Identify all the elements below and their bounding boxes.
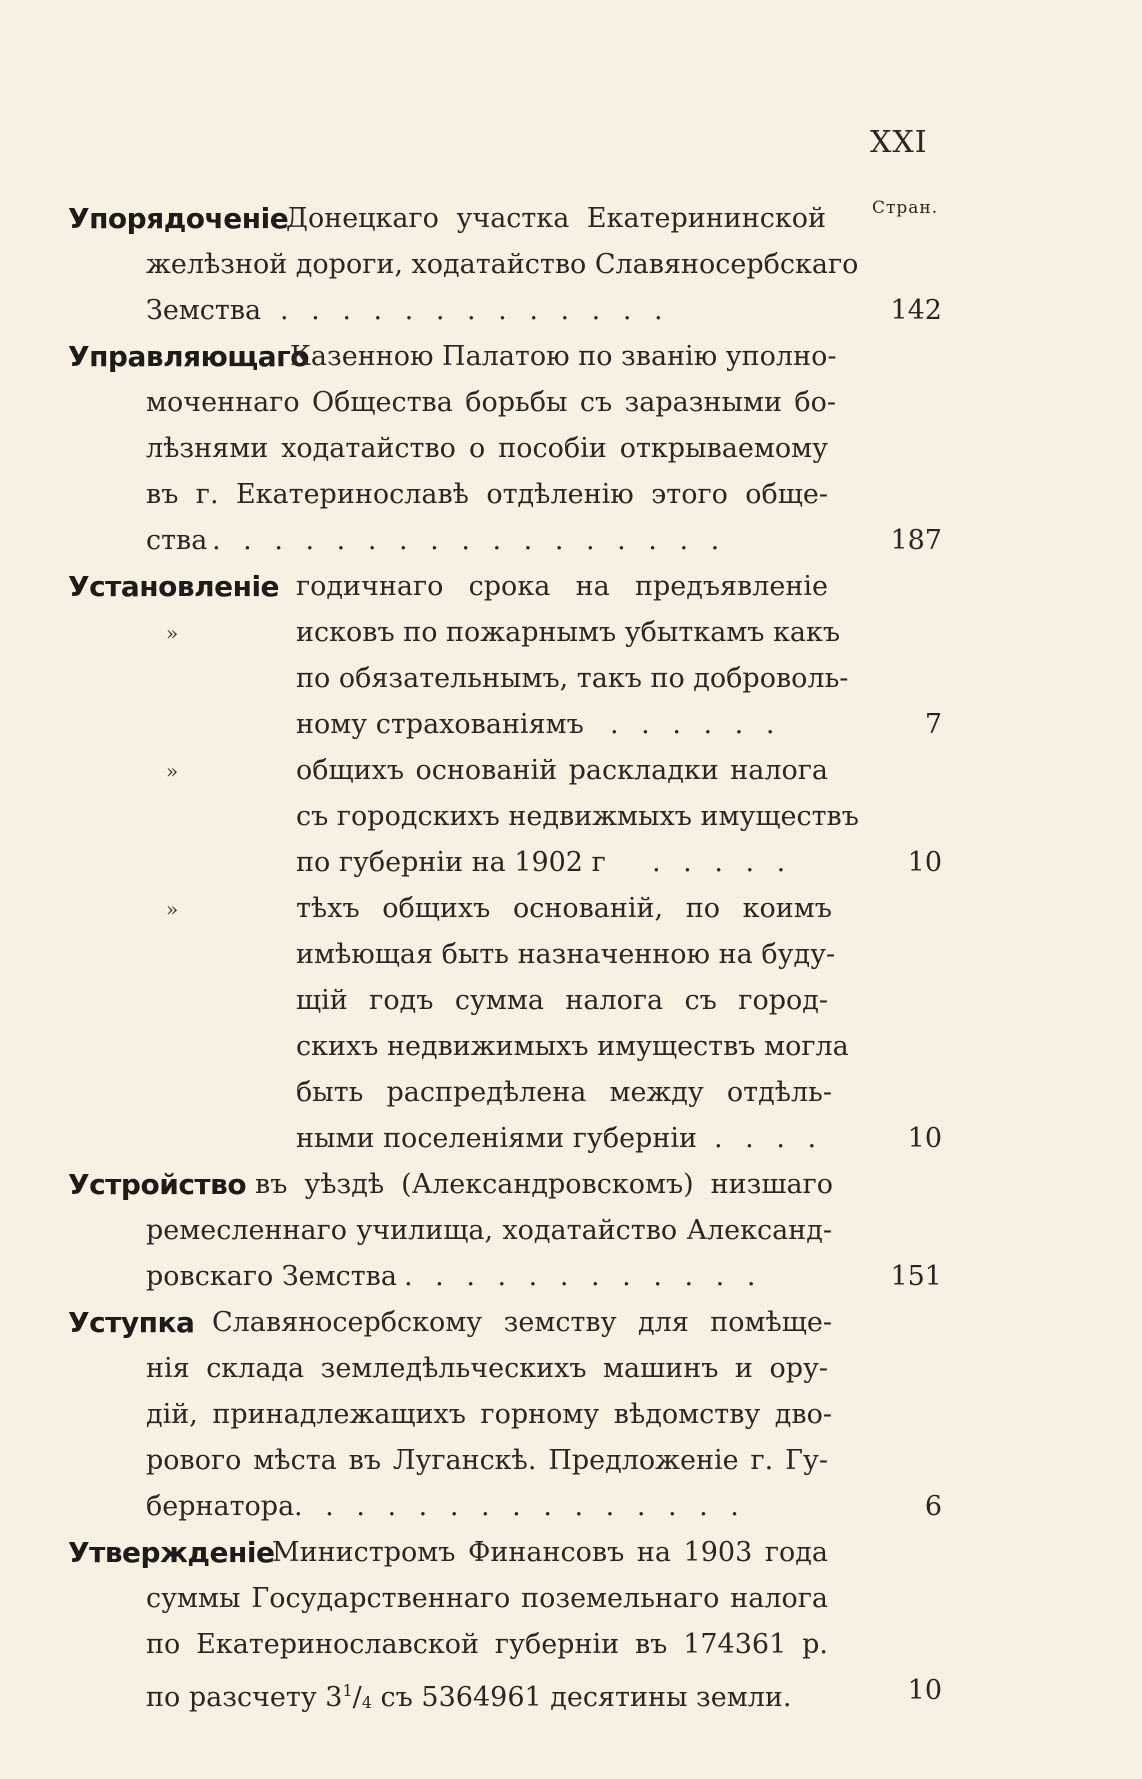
entry-line: [0, 518, 1142, 564]
entry-text: щій годъ сумма налога съ город-: [296, 985, 828, 1016]
entry-page-number: 6: [924, 1491, 942, 1522]
entry-headword: Утвержденіе: [68, 1536, 275, 1569]
entry-line: [0, 1300, 1142, 1346]
entry-text: моченнаго Общества борьбы съ заразными бо-: [146, 387, 836, 418]
entry-line: [0, 1622, 1142, 1668]
leader-dots: . . . . .: [652, 847, 793, 878]
entry-line: [0, 1024, 1142, 1070]
entry-page-number: 10: [907, 1123, 942, 1154]
entry-line: [0, 196, 1142, 242]
entry-line: [0, 748, 1142, 794]
entry-headword: Уступка: [68, 1306, 195, 1339]
entry-text: рового мѣста въ Луганскѣ. Предложеніе г. Гу-: [146, 1445, 828, 1476]
entry-text: желѣзной дороги, ходатайство Славяносербскаго: [146, 249, 859, 280]
leader-dots: . . . . . .: [610, 709, 782, 740]
entry-line: [0, 564, 1142, 610]
entry-text: ства: [146, 525, 208, 556]
entry-line: [0, 1346, 1142, 1392]
leader-dots: . . . . . . . . . . . . . . .: [294, 1491, 746, 1522]
entry-text: ными поселеніями губерніи: [296, 1123, 697, 1154]
entry-text: дій, принадлежащихъ горному вѣдомству дво-: [146, 1399, 832, 1430]
entry-text: по обязательнымъ, такъ по доброволь-: [296, 663, 849, 694]
entry-page-number: 187: [890, 525, 942, 556]
entry-text: Славяносербскому земству для помѣще-: [212, 1307, 832, 1338]
entry-text: годичнаго срока на предъявленіе: [296, 571, 828, 602]
entry-text: нія склада земледѣльческихъ машинъ и ору-: [146, 1353, 828, 1384]
entry-text: имѣющая быть назначенною на буду-: [296, 939, 836, 970]
entry-line: [0, 1070, 1142, 1116]
leader-dots: . . . .: [714, 1123, 824, 1154]
entry-text: по губерніи на 1902 г: [296, 847, 606, 878]
entry-text-part: съ 5364961 десятины земли.: [371, 1682, 792, 1713]
entry-line: [0, 978, 1142, 1024]
entry-line: [0, 334, 1142, 380]
entry-headword: Упорядоченіе: [68, 202, 289, 235]
entry-text: Министромъ Финансовъ на 1903 года: [272, 1537, 828, 1568]
entry-text: тѣхъ общихъ основаній, по коимъ: [296, 893, 832, 924]
entry-headword: Установленіе: [68, 570, 280, 603]
entry-line: [0, 840, 1142, 886]
page-number-roman: XXI: [870, 125, 928, 160]
entry-line: [0, 242, 1142, 288]
entry-line: [0, 1254, 1142, 1300]
entry-headword: Устройство: [68, 1168, 247, 1201]
leader-dots: . . . . . . . . . . . .: [404, 1261, 763, 1292]
entry-line: [0, 656, 1142, 702]
entry-text: ремесленнаго училища, ходатайство Александ-: [146, 1215, 832, 1246]
entry-line: [0, 1162, 1142, 1208]
entry-headword: Управляющаго: [68, 340, 310, 373]
entry-page-number: 10: [907, 1675, 942, 1706]
entry-text: по разсчету $3^1/_4$ съ 5364961 десятины земли.: [146, 1681, 792, 1713]
entry-line: [0, 1668, 1142, 1714]
entry-text: въ г. Екатеринославѣ отдѣленію этого обще-: [146, 479, 828, 510]
entry-text: ному страхованіямъ: [296, 709, 584, 740]
entry-text: ровскаго Земства: [146, 1261, 397, 1292]
entry-text: суммы Государственнаго поземельнаго налога: [146, 1583, 828, 1614]
entry-page-number: 151: [890, 1261, 942, 1292]
ditto-mark: »: [166, 621, 179, 645]
entry-text: быть распредѣлена между отдѣль-: [296, 1077, 832, 1108]
entry-line: [0, 1438, 1142, 1484]
entry-text: въ уѣздѣ (Александровскомъ) низшаго: [255, 1169, 833, 1200]
entry-page-number: 142: [890, 295, 942, 326]
entry-text: съ городскихъ недвижмыхъ имуществъ: [296, 801, 859, 832]
fraction-numerator: 1: [342, 1681, 353, 1700]
entry-line: [0, 472, 1142, 518]
page-column-label: Стран.: [872, 198, 939, 218]
leader-dots: . . . . . . . . . . . . .: [280, 295, 670, 326]
entry-line: [0, 932, 1142, 978]
entry-line: [0, 702, 1142, 748]
entry-line: [0, 288, 1142, 334]
entry-line: [0, 610, 1142, 656]
leader-dots: . . . . . . . . . . . . . . . . .: [212, 525, 727, 556]
entry-text: лѣзнями ходатайство о пособіи открываемому: [146, 433, 828, 464]
fraction-denominator: 4: [361, 1693, 372, 1712]
entry-line: [0, 886, 1142, 932]
entry-page-number: 7: [924, 709, 942, 740]
entry-line: [0, 426, 1142, 472]
entry-text: исковъ по пожарнымъ убыткамъ какъ: [296, 617, 841, 648]
entry-line: [0, 1392, 1142, 1438]
entry-text: Донецкаго участка Екатерининской: [286, 203, 826, 234]
entry-line: [0, 1576, 1142, 1622]
entry-text: бернатора: [146, 1491, 295, 1522]
entry-text-part: по разсчету 3: [146, 1682, 343, 1713]
entry-line: [0, 1208, 1142, 1254]
entry-line: [0, 1530, 1142, 1576]
entry-line: [0, 380, 1142, 426]
entry-line: [0, 794, 1142, 840]
entry-text: общихъ основаній раскладки налога: [296, 755, 828, 786]
entry-text: скихъ недвижимыхъ имуществъ могла: [296, 1031, 849, 1062]
ditto-mark: »: [166, 897, 179, 921]
ditto-mark: »: [166, 759, 179, 783]
entry-page-number: 10: [907, 847, 942, 878]
entry-text: Земства: [146, 295, 262, 326]
entry-text: по Екатеринославской губерніи въ 174361 р.: [146, 1629, 828, 1660]
entry-line: [0, 1484, 1142, 1530]
entry-line: [0, 1116, 1142, 1162]
entry-text: Казенною Палатою по званію уполно-: [290, 341, 837, 372]
